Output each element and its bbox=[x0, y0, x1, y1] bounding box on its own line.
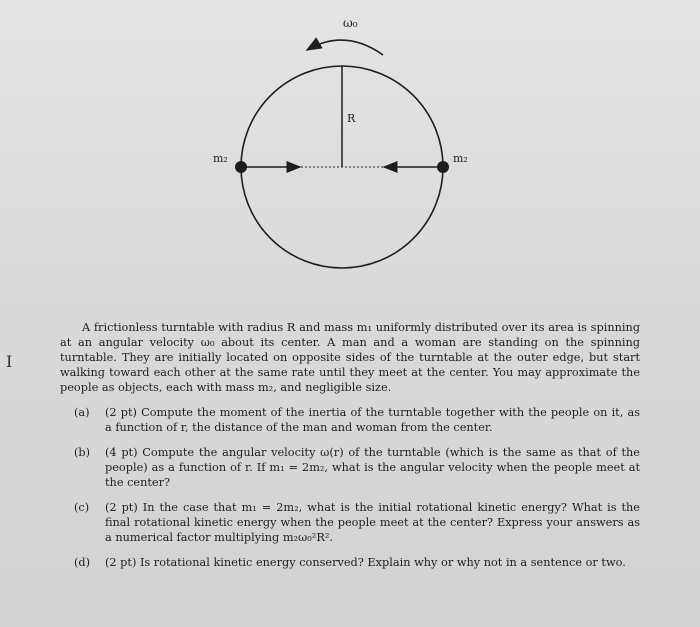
margin-mark: I bbox=[6, 352, 13, 371]
omega-label: ω₀ bbox=[343, 16, 358, 30]
mass-right-dot bbox=[437, 161, 449, 173]
part-a-letter: (a) bbox=[74, 406, 90, 419]
problem-text bbox=[60, 320, 640, 580]
part-b-letter: (b) bbox=[74, 446, 91, 459]
part-b bbox=[60, 445, 640, 490]
part-d-letter: (d) bbox=[74, 556, 91, 569]
part-d bbox=[60, 555, 640, 570]
turntable-figure bbox=[0, 0, 700, 310]
mass-right-label: m₂ bbox=[453, 152, 468, 165]
radius-label: R bbox=[347, 112, 356, 125]
rotation-arrow bbox=[307, 40, 383, 55]
mass-left-dot bbox=[235, 161, 247, 173]
part-a-text: (2 pt) Compute the moment of the inertia of the turntable together with the people on it, as a function of r, the distance of the man and woman from the center. bbox=[105, 406, 640, 434]
problem-intro: A frictionless turntable with radius R and mass m₁ uniformly distributed over its area is spinning at an angular velocity ω₀ about its center. A man and a woman are standing on the spinning turntable. They are initially located on opposite sides of the turntable at the outer edge, but start walking toward each other at the same rate until they meet at the center. You may approximate the people as objects, each with mass m₂, and negligible size. bbox=[60, 321, 640, 394]
part-a bbox=[60, 405, 640, 435]
part-d-text: (2 pt) Is rotational kinetic energy conserved? Explain why or why not in a sentence or two. bbox=[105, 556, 626, 569]
mass-left-label: m₂ bbox=[213, 152, 228, 165]
part-c-text: (2 pt) In the case that m₁ = 2m₂, what is the initial rotational kinetic energy? What is the final rotational kinetic energy when the people meet at the center? Express your answers as a numerical factor multiplying m₂ω₀²R². bbox=[105, 501, 640, 544]
part-c bbox=[60, 500, 640, 545]
part-b-text: (4 pt) Compute the angular velocity ω(r) of the turntable (which is the same as that of the people) as a function of r. If m₁ = 2m₂, what is the angular velocity when the people meet at the center? bbox=[105, 446, 640, 489]
part-c-letter: (c) bbox=[74, 501, 90, 514]
